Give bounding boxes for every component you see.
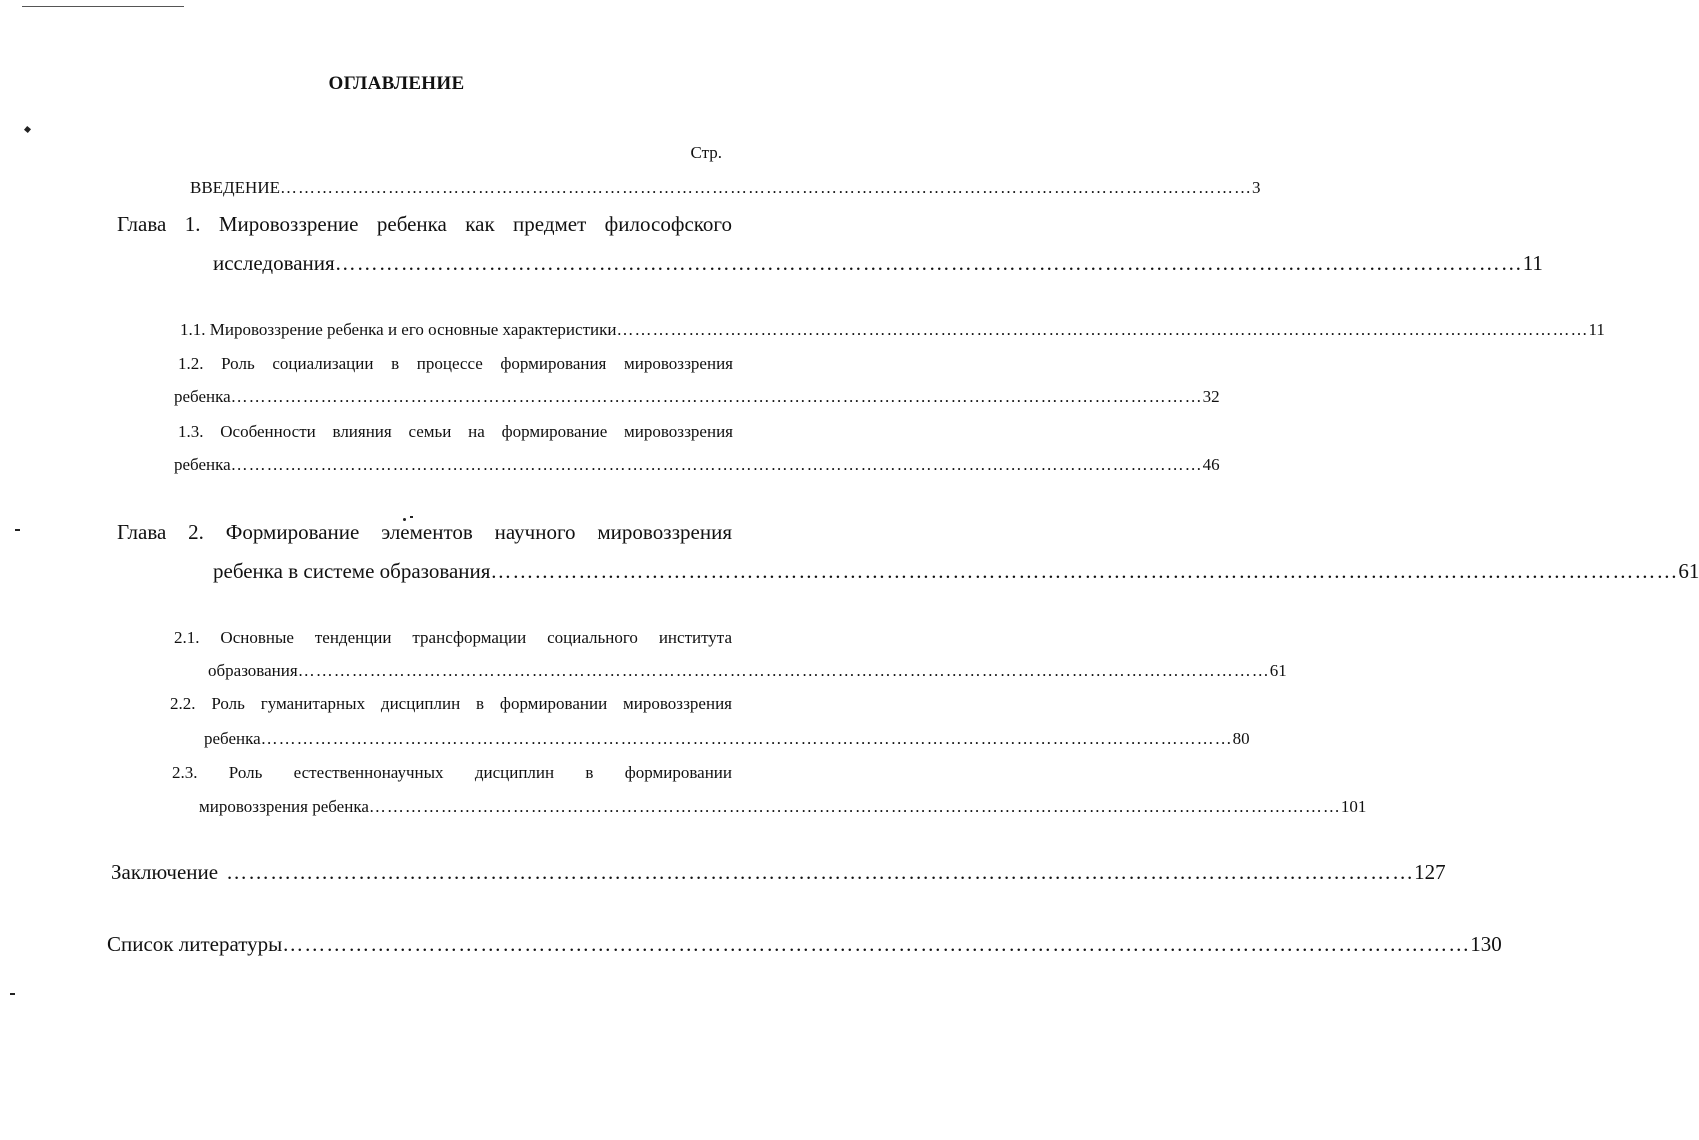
- toc-entry-title: 1.1. Мировоззрение ребенка и его основные характеристики: [180, 320, 617, 339]
- toc-section-1-2-line-2[interactable]: [174, 387, 1220, 407]
- toc-section-1-2-line-1[interactable]: 1.2. Роль социализации в процессе формирования мировоззрения: [178, 354, 733, 373]
- top-rule: [22, 6, 184, 7]
- scan-speck: [10, 993, 15, 995]
- toc-section-1-3-line-2[interactable]: [174, 455, 1220, 475]
- toc-entry-introduction[interactable]: [190, 178, 1261, 198]
- toc-entry-title: мировоззрения ребенка: [199, 797, 369, 816]
- toc-chapter-1-line-2[interactable]: [213, 251, 1543, 276]
- toc-page-number: 61: [1269, 661, 1287, 680]
- scan-speck: [410, 516, 413, 518]
- dot-leader: ………………………………………………………………………………………………………………………………………………: [282, 932, 1471, 956]
- page-title: ОГЛАВЛЕНИЕ: [328, 73, 465, 94]
- toc-page-number: 101: [1340, 797, 1367, 816]
- toc-entry-title: ребенка: [174, 387, 231, 406]
- toc-page-number: 127: [1414, 860, 1446, 884]
- toc-page-number: 11: [1522, 251, 1543, 275]
- toc-entry-title: ребенка: [174, 455, 231, 474]
- toc-page-number: 80: [1232, 729, 1250, 748]
- toc-entry-title: исследования: [213, 251, 335, 275]
- toc-section-2-3-line-1[interactable]: 2.3. Роль естественнонаучных дисциплин в формировании: [172, 763, 732, 782]
- toc-chapter-2-line-2[interactable]: [213, 559, 1699, 584]
- toc-entry-title: ребенка в системе образования: [213, 559, 491, 583]
- toc-page-number: 3: [1251, 178, 1261, 197]
- toc-page-number: 130: [1470, 932, 1502, 956]
- toc-page-number: 61: [1678, 559, 1699, 583]
- page-column-label: Стр.: [690, 143, 722, 162]
- toc-page-number: 46: [1202, 455, 1220, 474]
- dot-leader: ………………………………………………………………………………………………………………………………………………: [297, 661, 1270, 680]
- dot-leader: ………………………………………………………………………………………………………………………………………………: [334, 251, 1523, 275]
- scan-speck: [15, 529, 20, 531]
- toc-section-1-3-line-1[interactable]: 1.3. Особенности влияния семьи на формирование мировоззрения: [178, 422, 733, 441]
- toc-section-2-1-line-1[interactable]: 2.1. Основные тенденции трансформации социального института: [174, 628, 732, 647]
- dot-leader: ………………………………………………………………………………………………………………………………………………: [260, 729, 1233, 748]
- scan-speck: [24, 126, 31, 133]
- dot-leader: ………………………………………………………………………………………………………………………………………………: [226, 860, 1415, 884]
- toc-entry-title: ВВЕДЕНИЕ: [190, 178, 280, 197]
- toc-page-number: 32: [1202, 387, 1220, 406]
- dot-leader: ………………………………………………………………………………………………………………………………………………: [230, 455, 1203, 474]
- toc-section-2-1-line-2[interactable]: [208, 661, 1287, 681]
- dot-leader: ………………………………………………………………………………………………………………………………………………: [279, 178, 1252, 197]
- dot-leader: ………………………………………………………………………………………………………………………………………………: [368, 797, 1341, 816]
- toc-entry-conclusion[interactable]: [111, 860, 1446, 885]
- toc-entry-title: Список литературы: [107, 932, 283, 956]
- dot-leader: ………………………………………………………………………………………………………………………………………………: [490, 559, 1679, 583]
- toc-page-number: 11: [1588, 320, 1605, 339]
- toc-entry-title: образования: [208, 661, 298, 680]
- toc-entry-bibliography[interactable]: [107, 932, 1502, 957]
- toc-chapter-2-line-1[interactable]: Глава 2. Формирование элементов научного мировоззрения: [117, 520, 732, 544]
- toc-section-2-2-line-2[interactable]: [204, 729, 1250, 749]
- dot-leader: ………………………………………………………………………………………………………………………………………………: [230, 387, 1203, 406]
- toc-section-2-3-line-2[interactable]: [199, 797, 1367, 817]
- toc-section-2-2-line-1[interactable]: 2.2. Роль гуманитарных дисциплин в формировании мировоззрения: [170, 694, 732, 713]
- toc-entry-title: Заключение: [111, 860, 219, 884]
- toc-chapter-1-line-1[interactable]: Глава 1. Мировоззрение ребенка как предмет философского: [117, 212, 732, 236]
- toc-entry-title: ребенка: [204, 729, 261, 748]
- dot-leader: ………………………………………………………………………………………………………………………………………………: [616, 320, 1589, 339]
- toc-section-1-1[interactable]: [180, 320, 1605, 340]
